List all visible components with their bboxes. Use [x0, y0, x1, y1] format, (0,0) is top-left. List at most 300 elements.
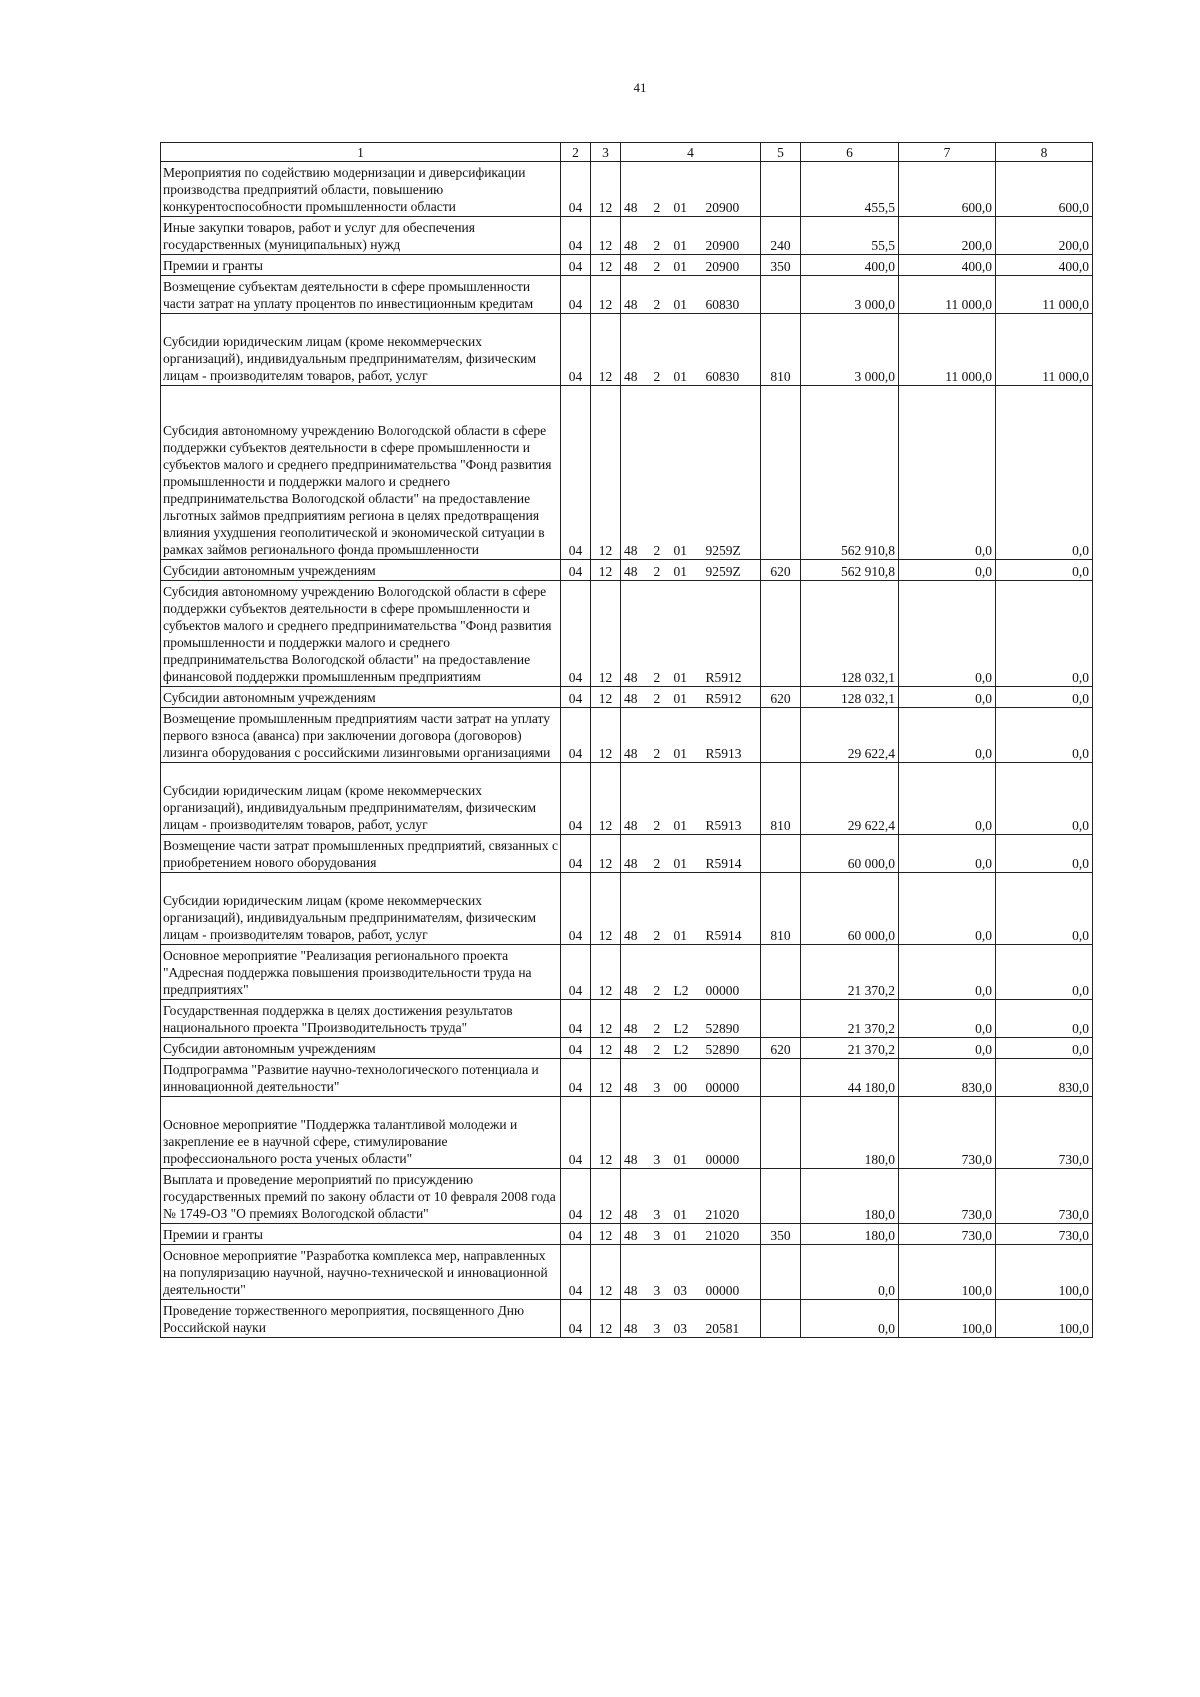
amount-col-7: 0,0 — [899, 1038, 996, 1059]
row-name: Основное мероприятие "Реализация регионального проекта "Адресная поддержка повышения производительности труда на предприятиях" — [163, 948, 532, 997]
subsection-code: 12 — [591, 1097, 621, 1169]
expense-type-code — [761, 581, 801, 687]
subsection-code: 12 — [591, 314, 621, 386]
direction-code: 9259Z — [703, 386, 761, 560]
amount-col-7: 100,0 — [899, 1245, 996, 1300]
row-name-cell — [161, 1245, 561, 1300]
subprogram-code: 2 — [651, 945, 671, 1000]
subsection-code: 12 — [591, 708, 621, 763]
expense-type-code: 810 — [761, 763, 801, 835]
event-code: 01 — [671, 581, 703, 687]
subprogram-code: 3 — [651, 1097, 671, 1169]
program-code: 48 — [621, 386, 651, 560]
row-spacer — [163, 1099, 558, 1116]
subprogram-code: 2 — [651, 255, 671, 276]
event-code: 03 — [671, 1245, 703, 1300]
direction-code: 20581 — [703, 1300, 761, 1338]
amount-col-6: 0,0 — [801, 1245, 899, 1300]
table-row — [161, 708, 1093, 763]
event-code: 01 — [671, 763, 703, 835]
header-cell: 5 — [761, 143, 801, 162]
amount-col-8: 830,0 — [996, 1059, 1093, 1097]
amount-col-6: 180,0 — [801, 1169, 899, 1224]
program-code: 48 — [621, 1059, 651, 1097]
section-code: 04 — [561, 687, 591, 708]
expense-type-code — [761, 1245, 801, 1300]
subprogram-code: 2 — [651, 162, 671, 217]
event-code: L2 — [671, 1000, 703, 1038]
row-name: Возмещение субъектам деятельности в сфере промышленности части затрат на уплату процентов по инвестиционным кредитам — [163, 279, 534, 311]
direction-code: 21020 — [703, 1224, 761, 1245]
subsection-code: 12 — [591, 386, 621, 560]
table-row — [161, 560, 1093, 581]
event-code: 01 — [671, 1097, 703, 1169]
event-code: 01 — [671, 560, 703, 581]
program-code: 48 — [621, 581, 651, 687]
direction-code: 60830 — [703, 276, 761, 314]
direction-code: R5913 — [703, 708, 761, 763]
row-name-cell — [161, 560, 561, 581]
row-name: Подпрограмма "Развитие научно-технологического потенциала и инновационной деятельности" — [163, 1062, 539, 1094]
subprogram-code: 2 — [651, 581, 671, 687]
row-spacer — [163, 765, 558, 782]
direction-code: 00000 — [703, 1245, 761, 1300]
event-code: 01 — [671, 708, 703, 763]
row-name-cell — [161, 255, 561, 276]
amount-col-8: 730,0 — [996, 1169, 1093, 1224]
amount-col-8: 0,0 — [996, 687, 1093, 708]
amount-col-8: 0,0 — [996, 708, 1093, 763]
row-name-cell — [161, 945, 561, 1000]
row-name: Субсидии автономным учреждениям — [163, 1041, 376, 1056]
program-code: 48 — [621, 687, 651, 708]
row-name-cell — [161, 217, 561, 255]
program-code: 48 — [621, 314, 651, 386]
amount-col-6: 180,0 — [801, 1224, 899, 1245]
direction-code: R5914 — [703, 873, 761, 945]
section-code: 04 — [561, 1224, 591, 1245]
program-code: 48 — [621, 1224, 651, 1245]
expense-type-code — [761, 386, 801, 560]
section-code: 04 — [561, 217, 591, 255]
amount-col-8: 0,0 — [996, 763, 1093, 835]
amount-col-6: 55,5 — [801, 217, 899, 255]
direction-code: 60830 — [703, 314, 761, 386]
header-row — [161, 143, 1093, 162]
amount-col-6: 60 000,0 — [801, 835, 899, 873]
subsection-code: 12 — [591, 873, 621, 945]
program-code: 48 — [621, 1300, 651, 1338]
amount-col-8: 0,0 — [996, 835, 1093, 873]
amount-col-8: 730,0 — [996, 1224, 1093, 1245]
subsection-code: 12 — [591, 945, 621, 1000]
header-cell: 2 — [561, 143, 591, 162]
amount-col-7: 0,0 — [899, 873, 996, 945]
program-code: 48 — [621, 1038, 651, 1059]
table-row — [161, 835, 1093, 873]
amount-col-6: 29 622,4 — [801, 708, 899, 763]
table-row — [161, 1038, 1093, 1059]
row-name-cell — [161, 1097, 561, 1169]
row-name-cell — [161, 1059, 561, 1097]
event-code: L2 — [671, 1038, 703, 1059]
expense-type-code: 350 — [761, 1224, 801, 1245]
table-body — [161, 162, 1093, 1338]
subprogram-code: 2 — [651, 386, 671, 560]
table-row — [161, 217, 1093, 255]
row-name-cell — [161, 581, 561, 687]
expense-type-code — [761, 1059, 801, 1097]
expense-type-code — [761, 162, 801, 217]
table-row — [161, 581, 1093, 687]
program-code: 48 — [621, 1169, 651, 1224]
amount-col-7: 0,0 — [899, 687, 996, 708]
row-name: Субсидия автономному учреждению Вологодской области в сфере поддержки субъектов деятельности в сфере промышленности и субъектов малого и среднего предпринимательства "Фонд развития промышленности и поддержки малого и среднего предпринимательства Вологодской области" на предоставление финансовой поддержки промышленным предприятиям — [163, 584, 552, 684]
amount-col-7: 0,0 — [899, 1000, 996, 1038]
expense-type-code — [761, 1000, 801, 1038]
table-row — [161, 162, 1093, 217]
subsection-code: 12 — [591, 1300, 621, 1338]
row-name-cell — [161, 162, 561, 217]
row-spacer — [163, 388, 558, 422]
section-code: 04 — [561, 1245, 591, 1300]
amount-col-6: 21 370,2 — [801, 1000, 899, 1038]
row-name: Возмещение части затрат промышленных предприятий, связанных с приобретением нового оборудования — [163, 838, 558, 870]
amount-col-6: 128 032,1 — [801, 581, 899, 687]
amount-col-8: 11 000,0 — [996, 314, 1093, 386]
row-name-cell — [161, 763, 561, 835]
amount-col-8: 0,0 — [996, 1038, 1093, 1059]
row-name: Субсидии юридическим лицам (кроме некоммерческих организаций), индивидуальным предпринимателям, физическим лицам - производителям товаров, работ, услуг — [163, 893, 537, 942]
header-cell: 3 — [591, 143, 621, 162]
subsection-code: 12 — [591, 763, 621, 835]
section-code: 04 — [561, 873, 591, 945]
subprogram-code: 2 — [651, 560, 671, 581]
amount-col-7: 730,0 — [899, 1224, 996, 1245]
program-code: 48 — [621, 1245, 651, 1300]
subprogram-code: 2 — [651, 835, 671, 873]
program-code: 48 — [621, 255, 651, 276]
table-row — [161, 873, 1093, 945]
amount-col-7: 0,0 — [899, 560, 996, 581]
table-row — [161, 1224, 1093, 1245]
amount-col-7: 0,0 — [899, 708, 996, 763]
direction-code: 00000 — [703, 1097, 761, 1169]
row-spacer — [163, 316, 558, 333]
subprogram-code: 2 — [651, 708, 671, 763]
event-code: 01 — [671, 217, 703, 255]
amount-col-6: 60 000,0 — [801, 873, 899, 945]
direction-code: 9259Z — [703, 560, 761, 581]
amount-col-6: 21 370,2 — [801, 1038, 899, 1059]
row-name: Мероприятия по содействию модернизации и диверсификации производства предприятий области, повышению конкурентоспособности промышленности области — [163, 165, 526, 214]
direction-code: R5912 — [703, 581, 761, 687]
amount-col-8: 100,0 — [996, 1300, 1093, 1338]
event-code: 00 — [671, 1059, 703, 1097]
header-cell: 4 — [621, 143, 761, 162]
section-code: 04 — [561, 1300, 591, 1338]
subsection-code: 12 — [591, 255, 621, 276]
table-row — [161, 386, 1093, 560]
row-name-cell — [161, 1000, 561, 1038]
table-row — [161, 1059, 1093, 1097]
amount-col-8: 11 000,0 — [996, 276, 1093, 314]
row-name-cell — [161, 386, 561, 560]
section-code: 04 — [561, 708, 591, 763]
row-name: Государственная поддержка в целях достижения результатов национального проекта "Производительность труда" — [163, 1003, 513, 1035]
table-row — [161, 276, 1093, 314]
amount-col-6: 180,0 — [801, 1097, 899, 1169]
direction-code: R5913 — [703, 763, 761, 835]
subprogram-code: 3 — [651, 1059, 671, 1097]
expense-type-code — [761, 1169, 801, 1224]
section-code: 04 — [561, 314, 591, 386]
amount-col-7: 11 000,0 — [899, 314, 996, 386]
amount-col-6: 128 032,1 — [801, 687, 899, 708]
row-name: Субсидия автономному учреждению Вологодской области в сфере поддержки субъектов деятельности в сфере промышленности и субъектов малого и среднего предпринимательства "Фонд развития промышленности и поддержки малого и среднего предпринимательства Вологодской области" на предоставление льготных займов предприятиям региона в целях предотвращения влияния ухудшения геополитической и экономической ситуации в рамках займов регионального фонда промышленности — [163, 423, 552, 557]
amount-col-8: 400,0 — [996, 255, 1093, 276]
direction-code: R5912 — [703, 687, 761, 708]
section-code: 04 — [561, 763, 591, 835]
amount-col-7: 0,0 — [899, 581, 996, 687]
section-code: 04 — [561, 560, 591, 581]
amount-col-8: 0,0 — [996, 560, 1093, 581]
amount-col-6: 562 910,8 — [801, 386, 899, 560]
subprogram-code: 3 — [651, 1224, 671, 1245]
subprogram-code: 2 — [651, 687, 671, 708]
table-row — [161, 1097, 1093, 1169]
table-row — [161, 314, 1093, 386]
row-name-cell — [161, 708, 561, 763]
event-code: 01 — [671, 276, 703, 314]
expense-type-code — [761, 276, 801, 314]
table-row — [161, 1300, 1093, 1338]
subprogram-code: 2 — [651, 314, 671, 386]
amount-col-6: 455,5 — [801, 162, 899, 217]
section-code: 04 — [561, 386, 591, 560]
table-row — [161, 945, 1093, 1000]
amount-col-6: 44 180,0 — [801, 1059, 899, 1097]
amount-col-7: 0,0 — [899, 386, 996, 560]
row-name-cell — [161, 873, 561, 945]
program-code: 48 — [621, 560, 651, 581]
section-code: 04 — [561, 581, 591, 687]
table-row — [161, 255, 1093, 276]
row-spacer — [163, 875, 558, 892]
amount-col-6: 0,0 — [801, 1300, 899, 1338]
event-code: 01 — [671, 873, 703, 945]
subsection-code: 12 — [591, 162, 621, 217]
amount-col-6: 562 910,8 — [801, 560, 899, 581]
amount-col-8: 600,0 — [996, 162, 1093, 217]
expense-type-code: 240 — [761, 217, 801, 255]
program-code: 48 — [621, 162, 651, 217]
section-code: 04 — [561, 945, 591, 1000]
amount-col-7: 400,0 — [899, 255, 996, 276]
row-name: Основное мероприятие "Поддержка талантливой молодежи и закрепление ее в научной сфере, стимулирование профессионального роста ученых области" — [163, 1117, 518, 1166]
amount-col-7: 11 000,0 — [899, 276, 996, 314]
subprogram-code: 2 — [651, 1038, 671, 1059]
section-code: 04 — [561, 1059, 591, 1097]
program-code: 48 — [621, 1000, 651, 1038]
page-number: 41 — [633, 80, 647, 95]
event-code: 01 — [671, 162, 703, 217]
row-name-cell — [161, 1300, 561, 1338]
table-row — [161, 1245, 1093, 1300]
amount-col-7: 730,0 — [899, 1097, 996, 1169]
subprogram-code: 2 — [651, 276, 671, 314]
section-code: 04 — [561, 255, 591, 276]
budget-table — [160, 142, 1093, 1338]
expense-type-code — [761, 1300, 801, 1338]
section-code: 04 — [561, 1097, 591, 1169]
table-row — [161, 763, 1093, 835]
direction-code: 00000 — [703, 945, 761, 1000]
row-name: Премии и гранты — [163, 258, 263, 273]
amount-col-8: 0,0 — [996, 1000, 1093, 1038]
amount-col-8: 0,0 — [996, 873, 1093, 945]
amount-col-7: 600,0 — [899, 162, 996, 217]
amount-col-7: 0,0 — [899, 945, 996, 1000]
section-code: 04 — [561, 1000, 591, 1038]
expense-type-code — [761, 1097, 801, 1169]
program-code: 48 — [621, 1097, 651, 1169]
subsection-code: 12 — [591, 1038, 621, 1059]
row-name-cell — [161, 1169, 561, 1224]
subsection-code: 12 — [591, 560, 621, 581]
subprogram-code: 2 — [651, 763, 671, 835]
row-name-cell — [161, 835, 561, 873]
expense-type-code — [761, 708, 801, 763]
expense-type-code: 620 — [761, 1038, 801, 1059]
event-code: 01 — [671, 687, 703, 708]
row-name: Субсидии автономным учреждениям — [163, 690, 376, 705]
expense-type-code: 620 — [761, 560, 801, 581]
amount-col-8: 0,0 — [996, 945, 1093, 1000]
program-code: 48 — [621, 763, 651, 835]
direction-code: 20900 — [703, 255, 761, 276]
section-code: 04 — [561, 276, 591, 314]
row-name-cell — [161, 1038, 561, 1059]
direction-code: 20900 — [703, 217, 761, 255]
subsection-code: 12 — [591, 1059, 621, 1097]
program-code: 48 — [621, 217, 651, 255]
amount-col-7: 730,0 — [899, 1169, 996, 1224]
program-code: 48 — [621, 708, 651, 763]
program-code: 48 — [621, 835, 651, 873]
row-name: Основное мероприятие "Разработка комплекса мер, направленных на популяризацию научной, научно-технической и инновационной деятельности" — [163, 1248, 548, 1297]
subsection-code: 12 — [591, 581, 621, 687]
amount-col-7: 200,0 — [899, 217, 996, 255]
subsection-code: 12 — [591, 1224, 621, 1245]
program-code: 48 — [621, 945, 651, 1000]
amount-col-6: 21 370,2 — [801, 945, 899, 1000]
direction-code: 52890 — [703, 1038, 761, 1059]
expense-type-code: 810 — [761, 873, 801, 945]
row-name: Субсидии юридическим лицам (кроме некоммерческих организаций), индивидуальным предпринимателям, физическим лицам - производителям товаров, работ, услуг — [163, 334, 537, 383]
amount-col-8: 100,0 — [996, 1245, 1093, 1300]
amount-col-7: 0,0 — [899, 763, 996, 835]
subsection-code: 12 — [591, 1000, 621, 1038]
amount-col-7: 100,0 — [899, 1300, 996, 1338]
expense-type-code: 620 — [761, 687, 801, 708]
amount-col-6: 3 000,0 — [801, 314, 899, 386]
direction-code: 21020 — [703, 1169, 761, 1224]
subsection-code: 12 — [591, 1245, 621, 1300]
row-name: Проведение торжественного мероприятия, посвященного Дню Российской науки — [163, 1303, 525, 1335]
subsection-code: 12 — [591, 1169, 621, 1224]
row-name: Выплата и проведение мероприятий по присуждению государственных премий по закону области от 10 февраля 2008 года № 1749-ОЗ "О премиях Вологодской области" — [163, 1172, 556, 1221]
amount-col-6: 400,0 — [801, 255, 899, 276]
program-code: 48 — [621, 873, 651, 945]
subprogram-code: 3 — [651, 1169, 671, 1224]
section-code: 04 — [561, 1038, 591, 1059]
amount-col-8: 0,0 — [996, 386, 1093, 560]
table-row — [161, 687, 1093, 708]
row-name-cell — [161, 687, 561, 708]
subprogram-code: 2 — [651, 873, 671, 945]
event-code: 01 — [671, 255, 703, 276]
event-code: 01 — [671, 386, 703, 560]
row-name-cell — [161, 276, 561, 314]
event-code: 01 — [671, 1169, 703, 1224]
amount-col-7: 830,0 — [899, 1059, 996, 1097]
table-row — [161, 1169, 1093, 1224]
subprogram-code: 2 — [651, 1000, 671, 1038]
event-code: L2 — [671, 945, 703, 1000]
subsection-code: 12 — [591, 276, 621, 314]
header-cell: 8 — [996, 143, 1093, 162]
table-row — [161, 1000, 1093, 1038]
event-code: 03 — [671, 1300, 703, 1338]
amount-col-7: 0,0 — [899, 835, 996, 873]
subprogram-code: 3 — [651, 1245, 671, 1300]
amount-col-8: 730,0 — [996, 1097, 1093, 1169]
program-code: 48 — [621, 276, 651, 314]
amount-col-6: 29 622,4 — [801, 763, 899, 835]
subsection-code: 12 — [591, 835, 621, 873]
event-code: 01 — [671, 1224, 703, 1245]
row-name-cell — [161, 1224, 561, 1245]
header-cell: 7 — [899, 143, 996, 162]
row-name-cell — [161, 314, 561, 386]
section-code: 04 — [561, 162, 591, 217]
event-code: 01 — [671, 835, 703, 873]
amount-col-8: 0,0 — [996, 581, 1093, 687]
event-code: 01 — [671, 314, 703, 386]
expense-type-code — [761, 835, 801, 873]
expense-type-code — [761, 945, 801, 1000]
direction-code: 52890 — [703, 1000, 761, 1038]
row-name: Субсидии автономным учреждениям — [163, 563, 376, 578]
subsection-code: 12 — [591, 217, 621, 255]
direction-code: 00000 — [703, 1059, 761, 1097]
direction-code: R5914 — [703, 835, 761, 873]
amount-col-8: 200,0 — [996, 217, 1093, 255]
amount-col-6: 3 000,0 — [801, 276, 899, 314]
row-name: Субсидии юридическим лицам (кроме некоммерческих организаций), индивидуальным предпринимателям, физическим лицам - производителям товаров, работ, услуг — [163, 783, 537, 832]
expense-type-code: 810 — [761, 314, 801, 386]
expense-type-code: 350 — [761, 255, 801, 276]
section-code: 04 — [561, 835, 591, 873]
subprogram-code: 2 — [651, 217, 671, 255]
subsection-code: 12 — [591, 687, 621, 708]
direction-code: 20900 — [703, 162, 761, 217]
row-name: Премии и гранты — [163, 1227, 263, 1242]
row-name: Возмещение промышленным предприятиям части затрат на уплату первого взноса (аванса) при заключении договора (договоров) лизинга оборудования с российскими лизинговыми организациями — [163, 711, 551, 760]
subprogram-code: 3 — [651, 1300, 671, 1338]
section-code: 04 — [561, 1169, 591, 1224]
